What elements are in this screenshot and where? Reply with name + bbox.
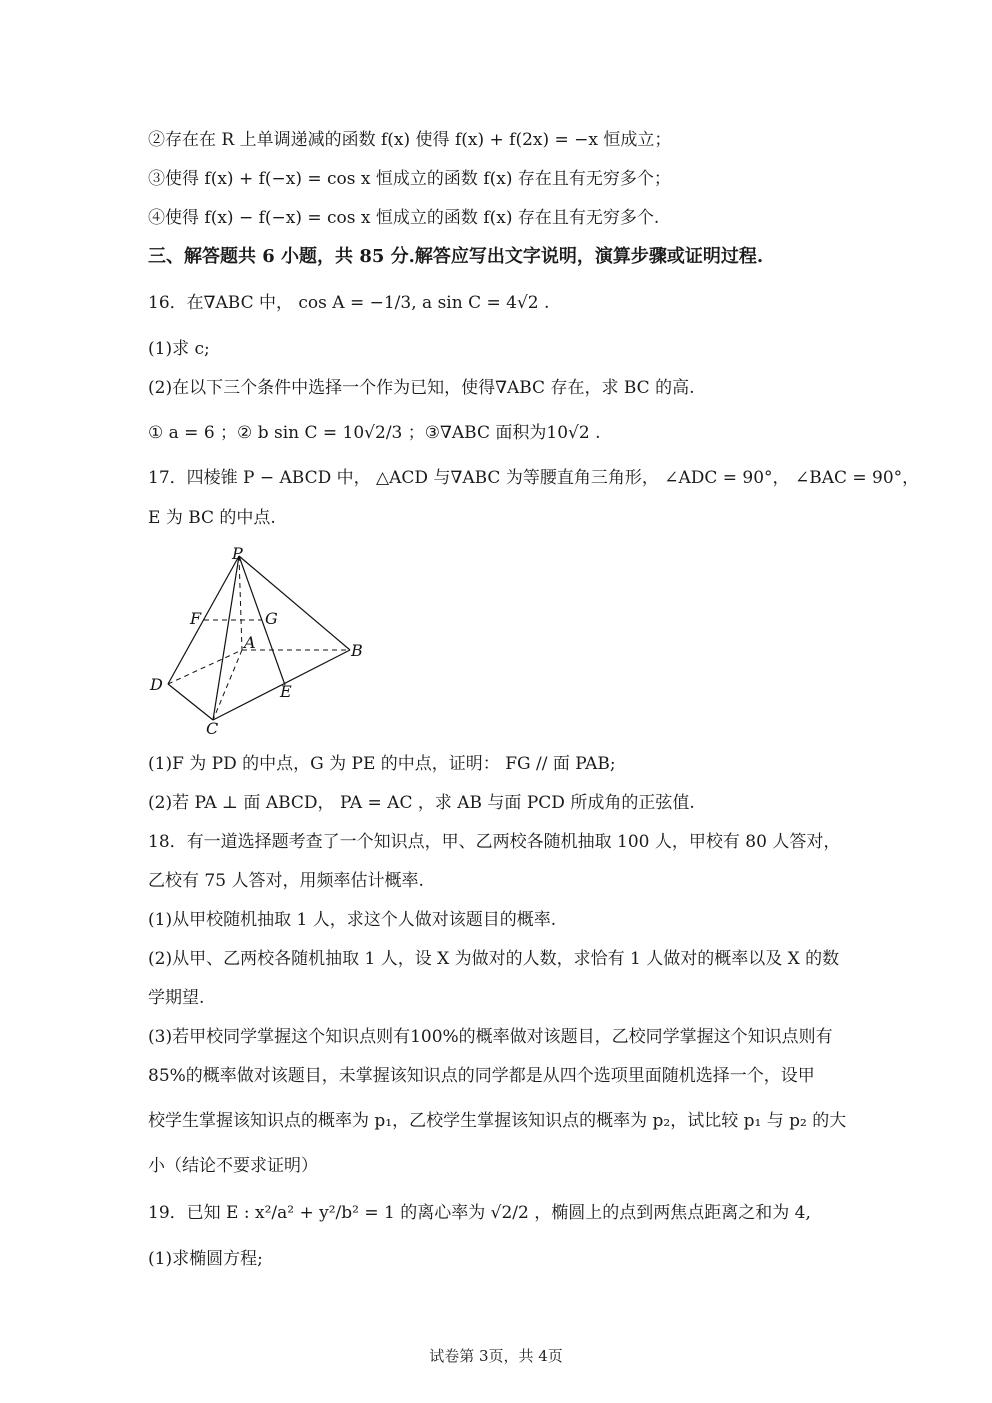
- label-C: C: [206, 719, 219, 738]
- question-18-part-3-cont-1: 85%的概率做对该题目，未掌握该知识点的同学都是从四个选项里面随机选择一个，设甲: [148, 1066, 815, 1086]
- statement-2: ②存在在 R 上单调递减的函数 f(x) 使得 f(x) + f(2x) = −x 恒成立；: [148, 130, 672, 150]
- question-18-part-2-cont: 学期望.: [148, 988, 205, 1008]
- question-18-part-3-cont-3: 小（结论不要求证明）: [148, 1156, 318, 1176]
- label-D: D: [150, 675, 163, 694]
- question-16: 16．在∇ABC 中， cos A = −1/3, a sin C = 4√2 .: [148, 293, 550, 313]
- edge-PA: [239, 556, 242, 650]
- question-19-part-1: (1)求椭圆方程;: [148, 1249, 263, 1269]
- pyramid-figure: [140, 540, 380, 740]
- page-footer: 试卷第 3页，共 4页: [429, 1347, 563, 1365]
- label-B: B: [351, 641, 363, 660]
- question-17: 17．四棱锥 P − ABCD 中， △ACD 与∇ABC 为等腰直角三角形， ∠ADC = 90°， ∠BAC = 90°，: [148, 468, 920, 488]
- edge-DA: [168, 650, 242, 684]
- edge-DC: [168, 684, 213, 720]
- question-16-options: ① a = 6 ；② b sin C = 10√2/3 ；③∇ABC 面积为10√2 .: [148, 423, 601, 443]
- question-18-cont: 乙校有 75 人答对，用频率估计概率.: [148, 871, 424, 891]
- question-17-cont: E 为 BC 的中点.: [148, 508, 276, 528]
- label-P: P: [232, 544, 243, 563]
- question-18: 18．有一道选择题考查了一个知识点，甲、乙两校各随机抽取 100 人，甲校有 80 人答对，: [148, 832, 841, 852]
- section-heading: 三、解答题共 6 小题，共 85 分.解答应写出文字说明，演算步骤或证明过程.: [148, 246, 764, 267]
- question-18-part-1: (1)从甲校随机抽取 1 人，求这个人做对该题目的概率.: [148, 910, 557, 930]
- statement-3: ③使得 f(x) + f(−x) = cos x 恒成立的函数 f(x) 存在且有无穷多个；: [148, 169, 671, 189]
- question-18-part-2: (2)从甲、乙两校各随机抽取 1 人，设 X 为做对的人数，求恰有 1 人做对的概率以及 X 的数: [148, 949, 840, 969]
- question-18-part-3-cont-2: 校学生掌握该知识点的概率为 p₁，乙校学生掌握该知识点的概率为 p₂，试比较 p₁ 与 p₂ 的大: [148, 1111, 847, 1131]
- question-16-part-1: (1)求 c;: [148, 339, 210, 359]
- edge-AC: [213, 650, 242, 720]
- question-18-part-3: (3)若甲校同学掌握这个知识点则有100%的概率做对该题目，乙校同学掌握这个知识点则有: [148, 1027, 833, 1047]
- label-G: G: [265, 609, 278, 628]
- label-E: E: [280, 682, 292, 701]
- question-16-part-2: (2)在以下三个条件中选择一个作为已知，使得∇ABC 存在，求 BC 的高.: [148, 378, 695, 398]
- question-17-part-2: (2)若 PA ⊥ 面 ABCD， PA = AC ，求 AB 与面 PCD 所成角的正弦值.: [148, 793, 695, 813]
- question-19: 19．已知 E : x²/a² + y²/b² = 1 的离心率为 √2/2 ，椭圆上的点到两焦点距离之和为 4,: [148, 1203, 811, 1223]
- label-A: A: [244, 633, 256, 652]
- label-F: F: [190, 609, 202, 628]
- question-17-part-1: (1)F 为 PD 的中点，G 为 PE 的中点，证明： FG // 面 PAB;: [148, 754, 616, 774]
- statement-4: ④使得 f(x) − f(−x) = cos x 恒成立的函数 f(x) 存在且有无穷多个.: [148, 208, 660, 228]
